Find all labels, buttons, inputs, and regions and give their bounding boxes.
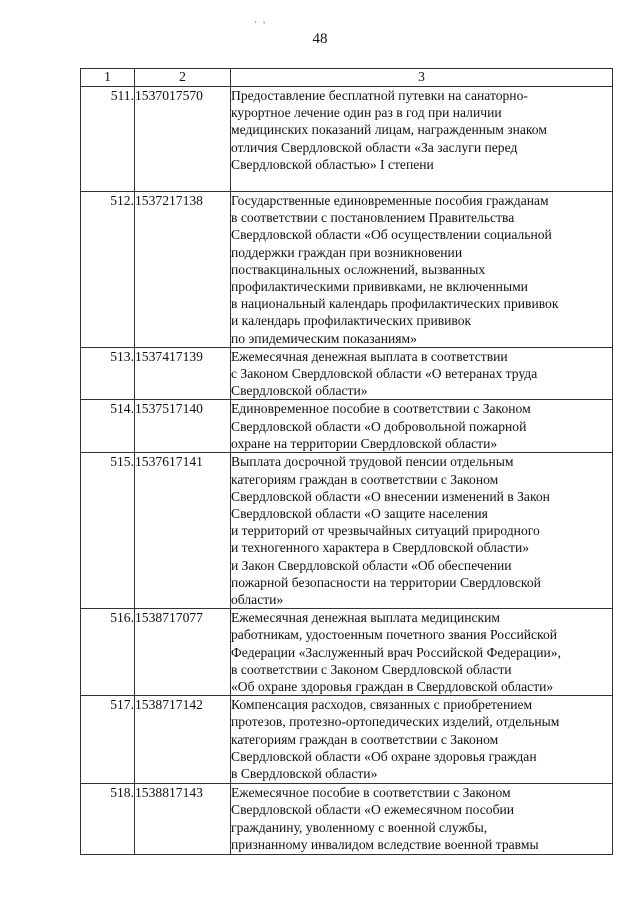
description-line: Ежемесячное пособие в соответствии с Законом bbox=[231, 785, 511, 801]
row-description bbox=[231, 87, 613, 192]
row-number: 514. bbox=[81, 400, 135, 453]
description-line: и техногенного характера в Свердловской области» bbox=[231, 540, 530, 556]
row-number: 516. bbox=[81, 609, 135, 696]
table-row bbox=[81, 696, 613, 784]
description-line: Компенсация расходов, связанных с приобретением bbox=[231, 697, 533, 713]
table-row bbox=[81, 87, 613, 192]
row-code: 1537617141 bbox=[135, 453, 231, 609]
table-row bbox=[81, 609, 613, 696]
description-line: Выплата досрочной трудовой пенсии отдельным bbox=[231, 454, 514, 470]
description-line: и территорий от чрезвычайных ситуаций природного bbox=[231, 523, 540, 539]
description-line: области» bbox=[231, 592, 284, 608]
description-line: Свердловской областью» I степени bbox=[231, 156, 434, 172]
description-line: Единовременное пособие в соответствии с Законом bbox=[231, 401, 531, 417]
description-line: и календарь профилактических прививок bbox=[231, 313, 472, 329]
description-line: Свердловской области» bbox=[231, 383, 368, 399]
row-code: 1538817143 bbox=[135, 784, 231, 855]
description-line: в национальный календарь профилактических прививок bbox=[231, 296, 559, 312]
description-line: Свердловской области «О защите населения bbox=[231, 506, 488, 522]
row-code: 1537517140 bbox=[135, 400, 231, 453]
table-row bbox=[81, 347, 613, 400]
row-number: 511. bbox=[81, 87, 135, 192]
description-line: Свердловской области «О ежемесячном пособии bbox=[231, 802, 515, 818]
description-line: категориям граждан в соответствии с Законом bbox=[231, 731, 499, 747]
table-row bbox=[81, 784, 613, 855]
description-line: Свердловской области «Об осуществлении социальной bbox=[231, 227, 552, 243]
description-line: с Законом Свердловской области «О ветеранах труда bbox=[231, 366, 538, 382]
row-code: 1537017570 bbox=[135, 87, 231, 192]
description-line: гражданину, уволенному с военной службы, bbox=[231, 819, 488, 835]
description-line: Федерации «Заслуженный врач Российской Федерации», bbox=[231, 644, 561, 660]
row-number: 513. bbox=[81, 347, 135, 400]
description-line: отличия Свердловской области «За заслуги перед bbox=[231, 139, 518, 155]
description-line: Ежемесячная денежная выплата медицинским bbox=[231, 610, 501, 626]
description-line: курортное лечение один раз в год при наличии bbox=[231, 105, 502, 121]
row-description bbox=[231, 453, 613, 609]
row-number: 515. bbox=[81, 453, 135, 609]
table-row bbox=[81, 192, 613, 348]
description-line: в соответствии с Законом Свердловской области bbox=[231, 661, 512, 677]
description-line: работникам, удостоенным почетного звания Российской bbox=[231, 627, 558, 643]
row-code: 1538717142 bbox=[135, 696, 231, 784]
page-number: 48 bbox=[312, 31, 328, 47]
registry-table bbox=[80, 68, 613, 855]
table-row bbox=[81, 453, 613, 609]
description-line: по эпидемическим показаниям» bbox=[231, 330, 417, 346]
description-line: поствакцинальных осложнений, вызванных bbox=[231, 261, 486, 277]
column-header-description: 3 bbox=[231, 69, 613, 87]
row-number: 518. bbox=[81, 784, 135, 855]
description-line: и Закон Свердловской области «Об обеспечении bbox=[231, 557, 512, 573]
description-line: категориям граждан в соответствии с Законом bbox=[231, 471, 499, 487]
description-line: в соответствии с постановлением Правительства bbox=[231, 210, 515, 226]
description-line: Свердловской области «Об охране здоровья граждан bbox=[231, 748, 537, 764]
description-line: протезов, протезно-ортопедических изделий, отдельным bbox=[231, 714, 560, 730]
description-line: признанному инвалидом вследствие военной травмы bbox=[231, 836, 539, 852]
column-header-code: 2 bbox=[135, 69, 231, 87]
description-line: в Свердловской области» bbox=[231, 766, 378, 782]
description-line: профилактическими прививками, не включенными bbox=[231, 279, 528, 295]
description-line: Свердловской области «О добровольной пожарной bbox=[231, 418, 527, 434]
row-description bbox=[231, 192, 613, 348]
description-line: Ежемесячная денежная выплата в соответствии bbox=[231, 348, 508, 364]
table-row bbox=[81, 400, 613, 453]
row-number: 512. bbox=[81, 192, 135, 348]
row-description bbox=[231, 696, 613, 784]
row-description bbox=[231, 400, 613, 453]
row-number: 517. bbox=[81, 696, 135, 784]
header-mark: ` ' bbox=[254, 20, 267, 30]
description-line: поддержки граждан при возникновении bbox=[231, 244, 463, 260]
description-line: «Об охране здоровья граждан в Свердловской области» bbox=[231, 679, 554, 695]
table-header-row bbox=[81, 69, 613, 87]
description-line: медицинских показаний лицам, награжденным знаком bbox=[231, 122, 547, 138]
description-line: Предоставление бесплатной путевки на санаторно- bbox=[231, 88, 528, 103]
row-code: 1538717077 bbox=[135, 609, 231, 696]
row-code: 1537217138 bbox=[135, 192, 231, 348]
row-description bbox=[231, 609, 613, 696]
column-header-number: 1 bbox=[81, 69, 135, 87]
description-line: охране на территории Свердловской области» bbox=[231, 435, 498, 451]
row-description bbox=[231, 784, 613, 855]
description-line: Свердловской области «О внесении изменений в Закон bbox=[231, 488, 550, 504]
description-line: Государственные единовременные пособия гражданам bbox=[231, 193, 549, 208]
row-description bbox=[231, 347, 613, 400]
description-line: пожарной безопасности на территории Свердловской bbox=[231, 574, 541, 590]
row-code: 1537417139 bbox=[135, 347, 231, 400]
